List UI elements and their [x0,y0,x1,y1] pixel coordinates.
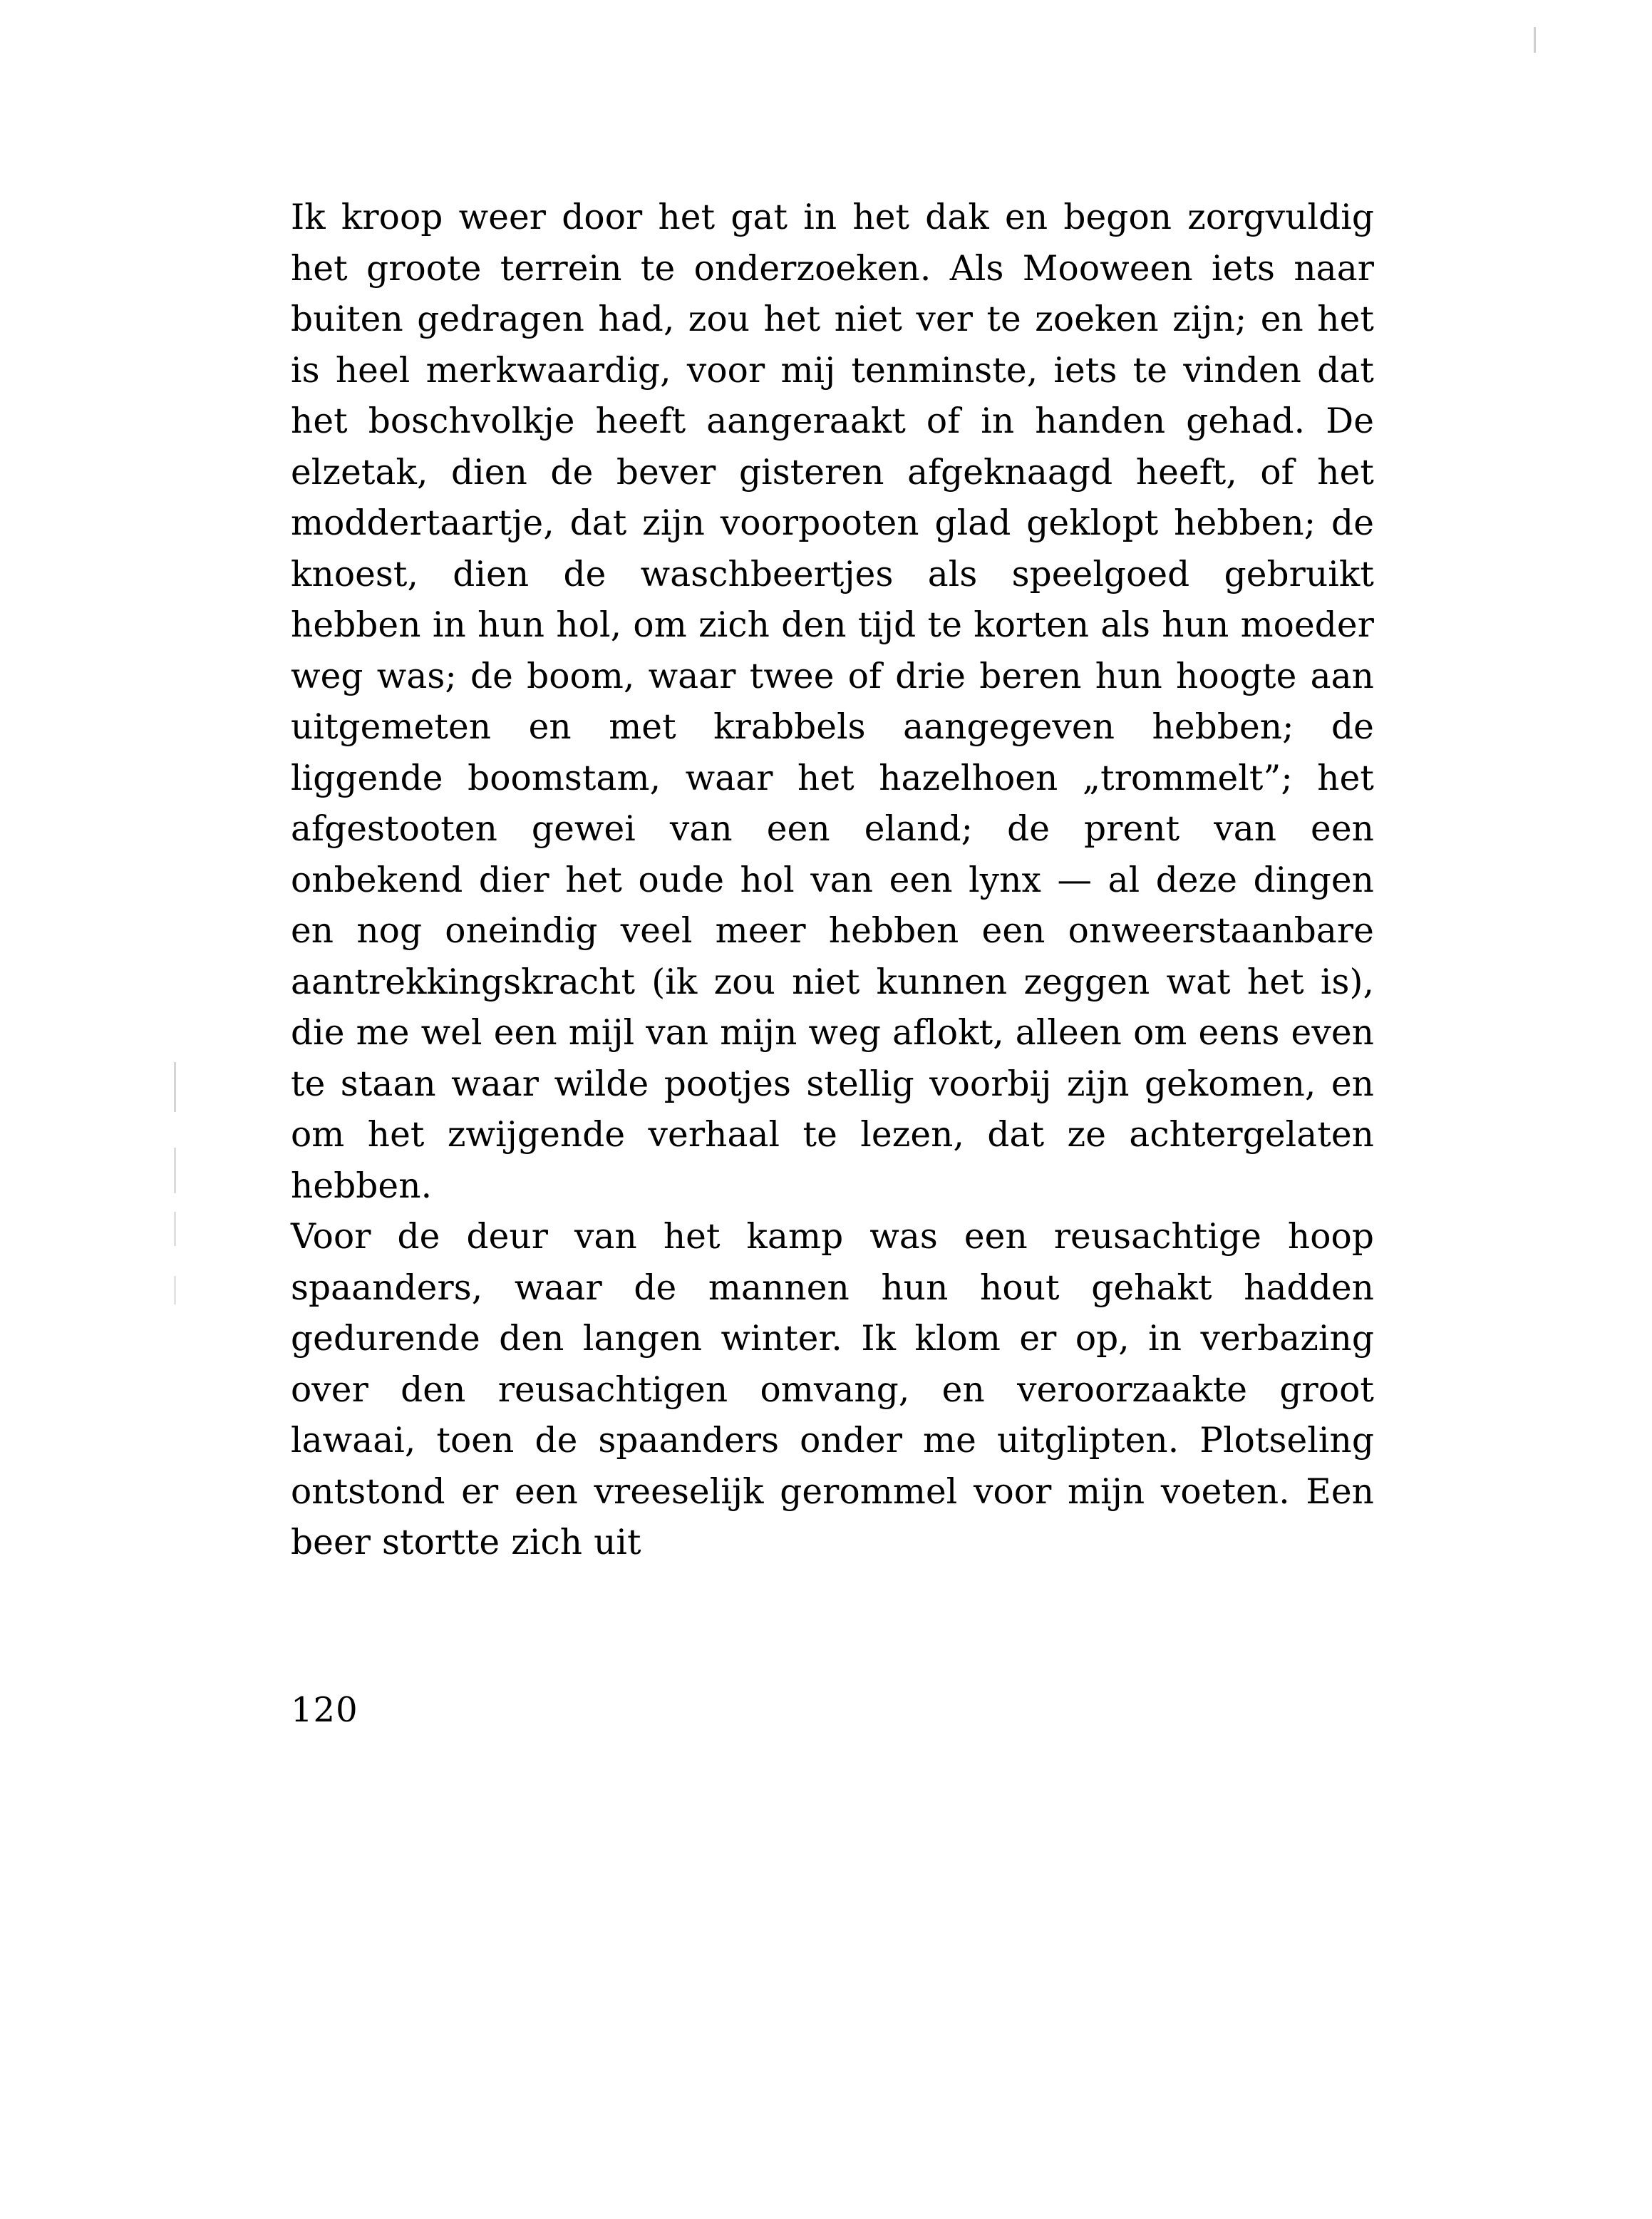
scan-artifact [174,1062,176,1112]
paragraph-2: Voor de deur van het kamp was een reusachtige hoop spaanders, waar de mannen hun hout gehakt hadden gedurende den langen winter. Ik klom er op, in verbazing over den reusachtigen omvang, en veroorzaakte groot lawaai, toen de spaanders onder me uitglipten. Plotseling ontstond er een vreeselijk gerommel voor mijn voeten. Een beer stortte zich uit [291,1217,1374,1562]
scan-artifact [174,1276,176,1304]
body-text [291,192,1374,1569]
scan-artifact [174,1148,176,1193]
paragraph-1: Ik kroop weer door het gat in het dak en begon zorgvuldig het groote terrein te onderzoeken. Als Mooween iets naar buiten gedragen had, zou het niet ver te zoeken zijn; en het is heel merkwaardig, voor mij tenminste, iets te vinden dat het boschvolkje heeft aangeraakt of in handen gehad. De elzetak, dien de bever gisteren afgeknaagd heeft, of het moddertaartje, dat zijn voorpooten glad geklopt hebben; de knoest, dien de waschbeertjes als speelgoed gebruikt hebben in hun hol, om zich den tijd te korten als hun moeder weg was; de boom, waar twee of drie beren hun hoogte aan uitgemeten en met krabbels aangegeven hebben; de liggende boomstam, waar het hazelhoen „trommelt”; het afgestooten gewei van een eland; de prent van een onbekend dier het oude hol van een lynx — al deze dingen en nog oneindig veel meer hebben een onweerstaanbare aantrekkingskracht (ik zou niet kunnen zeggen wat het is), die me wel een mijl van mijn weg aflokt, alleen om eens even te staan waar wilde pootjes stellig voorbij zijn gekomen, en om het zwijgende verhaal te lezen, dat ze achtergelaten hebben. [291,197,1374,1206]
page-number: 120 [291,1690,358,1730]
scan-artifact [1534,27,1536,53]
scan-artifact [174,1212,176,1246]
